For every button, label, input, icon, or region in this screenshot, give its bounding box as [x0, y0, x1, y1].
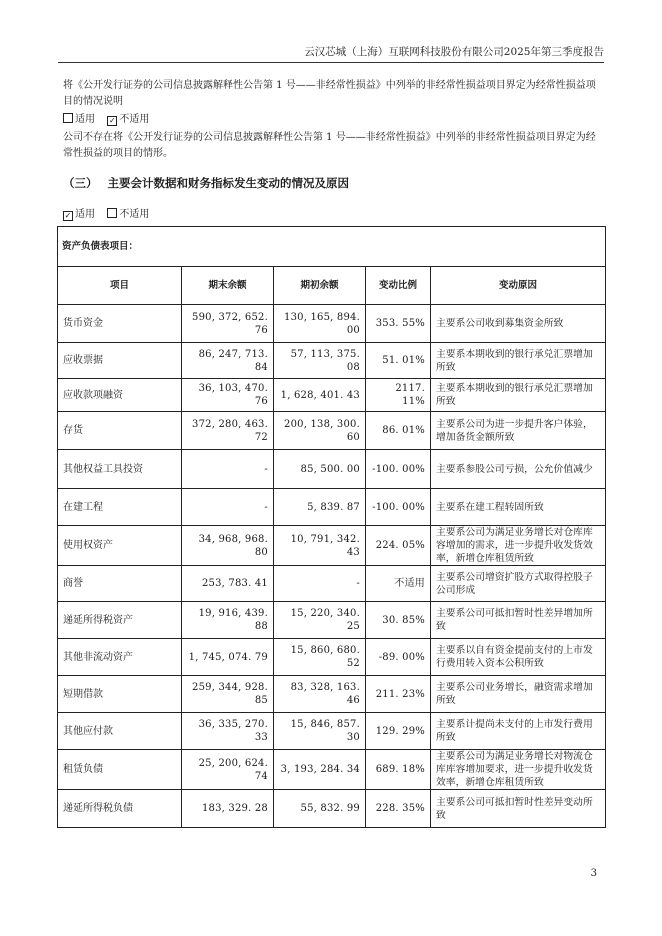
row-begin-balance: 130, 165, 894. 00	[274, 305, 366, 343]
header-divider	[58, 62, 604, 63]
table-row	[58, 305, 606, 343]
row-begin-balance: 10, 791, 342. 43	[274, 526, 366, 566]
row-item: 其他权益工具投资	[58, 450, 182, 489]
row-reason: 主要系公司业务增长，融资需求增加所致	[431, 676, 606, 713]
row-change-ratio: 86. 01%	[366, 412, 431, 450]
row-begin-balance: 55, 832. 99	[274, 790, 366, 828]
section-title-text: 主要会计数据和财务指标发生变动的情况及原因	[107, 176, 349, 190]
row-end-balance: 19, 916, 439. 88	[182, 602, 274, 639]
applicable-label: 适用	[75, 114, 95, 125]
row-reason: 主要系公司为满足业务增长对仓库库容增加的需求，进一步提升收发货效率，新增仓库租赁所致	[431, 526, 606, 566]
table-row	[58, 343, 606, 379]
row-item: 存货	[58, 412, 182, 450]
row-change-ratio: 30. 85%	[366, 602, 431, 639]
row-item: 递延所得税负债	[58, 790, 182, 828]
header-reason: 变动原因	[431, 267, 606, 305]
row-reason: 主要系公司为进一步提升客户体验，增加备货金额所致	[431, 412, 606, 450]
applicable-checkbox[interactable]	[63, 113, 73, 123]
table-caption-row	[58, 227, 606, 267]
table-row	[58, 489, 606, 526]
row-end-balance: 590, 372, 652. 76	[182, 305, 274, 343]
row-change-ratio: -89. 00%	[366, 639, 431, 676]
not-applicable-checkbox[interactable]: ✓	[109, 116, 116, 125]
table-row	[58, 790, 606, 828]
row-item: 其他非流动资产	[58, 639, 182, 676]
not-applicable-label: 不适用	[119, 114, 150, 125]
row-end-balance: 36, 335, 270. 33	[182, 713, 274, 750]
header-item: 项目	[58, 267, 182, 305]
row-begin-balance: 57, 113, 375. 08	[274, 343, 366, 379]
nonrecurring-statement: 公司不存在将《公开发行证券的公司信息披露解释性公告第 1 号——非经常性损益》中列举的非经常性损益项目界定为经常性损益的项目的情形。	[63, 132, 596, 159]
row-item: 应收票据	[58, 343, 182, 379]
row-end-balance: 86, 247, 713. 84	[182, 343, 274, 379]
row-item: 商誉	[58, 566, 182, 602]
row-begin-balance: 15, 846, 857. 30	[274, 713, 366, 750]
row-reason: 主要系计提尚未支付的上市发行费用所致	[431, 713, 606, 750]
row-begin-balance: 3, 193, 284. 34	[274, 750, 366, 790]
row-end-balance: -	[182, 450, 274, 489]
report-header-title: 云汉芯城（上海）互联网科技股份有限公司2025年第三季度报告	[304, 46, 604, 58]
table-row	[58, 566, 606, 602]
row-end-balance: -	[182, 489, 274, 526]
table-caption: 资产负债表项目：	[58, 227, 606, 267]
row-item: 在建工程	[58, 489, 182, 526]
table-row	[58, 450, 606, 489]
row-change-ratio: 2117. 11%	[366, 379, 431, 412]
row-end-balance: 25, 200, 624. 74	[182, 750, 274, 790]
header-change-ratio: 变动比例	[366, 267, 431, 305]
row-change-ratio: 228. 35%	[366, 790, 431, 828]
row-change-ratio: 353. 55%	[366, 305, 431, 343]
row-begin-balance: -	[274, 566, 366, 602]
row-change-ratio: 129. 29%	[366, 713, 431, 750]
row-end-balance: 372, 280, 463. 72	[182, 412, 274, 450]
row-begin-balance: 83, 328, 163. 46	[274, 676, 366, 713]
row-begin-balance: 15, 860, 680. 52	[274, 639, 366, 676]
table-row	[58, 639, 606, 676]
row-item: 短期借款	[58, 676, 182, 713]
balance-sheet-changes-table	[57, 226, 606, 828]
row-end-balance: 183, 329. 28	[182, 790, 274, 828]
row-change-ratio: 211. 23%	[366, 676, 431, 713]
row-reason: 主要系在建工程转固所致	[431, 489, 606, 526]
intro-applicability-options	[63, 113, 149, 127]
row-item: 其他应付款	[58, 713, 182, 750]
row-end-balance: 1, 745, 074. 79	[182, 639, 274, 676]
page-number: 3	[590, 868, 597, 879]
row-item: 应收款项融资	[58, 379, 182, 412]
row-end-balance: 259, 344, 928. 85	[182, 676, 274, 713]
row-begin-balance: 85, 500. 00	[274, 450, 366, 489]
table-row	[58, 713, 606, 750]
row-reason: 主要系公司可抵扣暂时性差异增加所致	[431, 602, 606, 639]
section-heading	[63, 175, 349, 191]
row-begin-balance: 15, 220, 340. 25	[274, 602, 366, 639]
row-end-balance: 253, 783. 41	[182, 566, 274, 602]
not-applicable-label: 不适用	[119, 209, 150, 220]
row-reason: 主要系本期收到的银行承兑汇票增加所致	[431, 343, 606, 379]
row-change-ratio: -100. 00%	[366, 489, 431, 526]
row-change-ratio: 224. 05%	[366, 526, 431, 566]
section-number: （三）	[63, 176, 98, 190]
table-row	[58, 750, 606, 790]
applicable-checkbox[interactable]: ✓	[64, 211, 72, 220]
row-item: 货币资金	[58, 305, 182, 343]
row-reason: 主要系公司增资扩股方式取得控股子公司形成	[431, 566, 606, 602]
table-row	[58, 412, 606, 450]
row-item: 租赁负债	[58, 750, 182, 790]
row-item: 递延所得税资产	[58, 602, 182, 639]
table-row	[58, 676, 606, 713]
table-row	[58, 602, 606, 639]
row-end-balance: 36, 103, 470. 76	[182, 379, 274, 412]
row-change-ratio: 51. 01%	[366, 343, 431, 379]
row-change-ratio: -100. 00%	[366, 450, 431, 489]
header-end-balance: 期末余额	[182, 267, 274, 305]
row-change-ratio: 689. 18%	[366, 750, 431, 790]
row-reason: 主要系公司为满足业务增长对物流仓库库容增加要求，进一步提升收发货效率，新增仓库租赁所致	[431, 750, 606, 790]
row-reason: 主要系以自有资金提前支付的上市发行费用转入资本公积所致	[431, 639, 606, 676]
row-reason: 主要系公司收到募集资金所致	[431, 305, 606, 343]
not-applicable-checkbox[interactable]	[107, 208, 117, 218]
row-begin-balance: 5, 839. 87	[274, 489, 366, 526]
row-reason: 主要系公司可抵扣暂时性差异变动所致	[431, 790, 606, 828]
section-applicability-options	[63, 208, 149, 222]
row-change-ratio: 不适用	[366, 566, 431, 602]
row-begin-balance: 200, 138, 300. 60	[274, 412, 366, 450]
table-row	[58, 526, 606, 566]
table-row	[58, 379, 606, 412]
row-end-balance: 34, 968, 968. 80	[182, 526, 274, 566]
applicable-label: 适用	[75, 209, 95, 220]
row-item: 使用权资产	[58, 526, 182, 566]
row-reason: 主要系参股公司亏损，公允价值减少	[431, 450, 606, 489]
row-begin-balance: 1, 628, 401. 43	[274, 379, 366, 412]
row-reason: 主要系本期收到的银行承兑汇票增加所致	[431, 379, 606, 412]
header-begin-balance: 期初余额	[274, 267, 366, 305]
nonrecurring-reclass-heading: 将《公开发行证券的公司信息披露解释性公告第 1 号——非经常性损益》中列举的非经常性损益项目界定为经常性损益项目的情况说明	[63, 80, 596, 107]
table-header-row	[58, 267, 606, 305]
